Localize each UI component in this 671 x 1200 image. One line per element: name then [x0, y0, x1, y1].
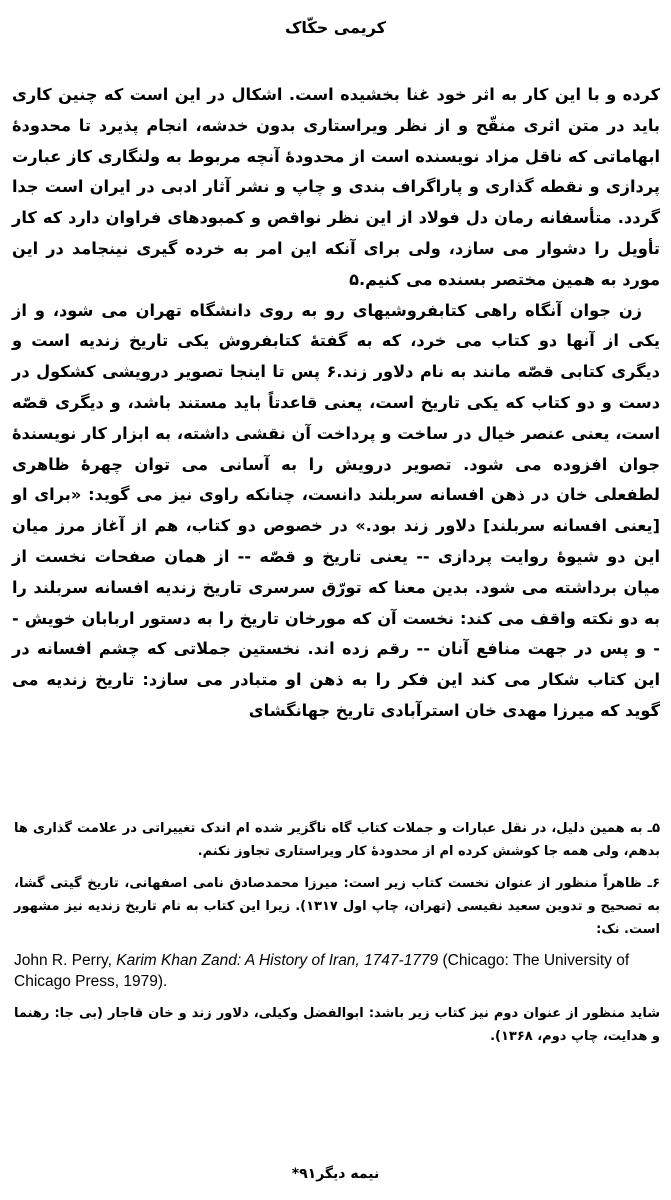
- footnote-6-second: شاید منظور از عنوان دوم نیز کتاب زیر باشد: ابوالفضل وکیلی، دلاور زند و خان قاجار (بی جا: رهنما و هدایت، چاپ دوم، ۱۳۶۸).: [14, 1006, 660, 1044]
- running-header: کریمی حکّاک: [285, 18, 386, 37]
- footnotes: [14, 817, 660, 1057]
- paragraph-2: زن جوان آنگاه راهی کتابفروشیهای رو به روی دانشگاه تهران می شود، و از یکی از آنها دو کتاب می خرد، که به گفتهٔ کتابفروش یکی تاریخ زندیه است و دیگری کتابی قصّه مانند به نام دلاور زند.۶ پس تا اینجا تصویر درویشی کشکول در دست و دو کتاب که یکی تاریخ است، یعنی قاعدتاً باید مستند باشد، و دیگری قصّه است، یعنی عنصر خیال در ساخت و پرداخت آن نقشی داشته، به ابزار کار نویسندهٔ جوان افزوده می شود. تصویر درویش را به آسانی می توان چهرهٔ ظاهری لطفعلی خان در ذهن افسانه سربلند دانست، چنانکه راوی نیز می گوید: «برای او [یعنی افسانه سربلند] دلاور زند بود.» در خصوص دو کتاب، هم از آغاز مرز میان این دو شیوهٔ روایت پردازی -- یعنی تاریخ و قصّه -- از همان صفحات نخست از میان برداشته می شود. بدین معنا که تورّق سرسری تاریخ زندیه افسانه سربلند را به دو نکته واقف می کند: نخست آن که مورخان تاریخ را به دستور اربابان خویش -- و پس در جهت منافع آنان -- رقم زده اند. نخستین جملاتی که چشم افسانه در این کتاب شکار می کند این فکر را به ذهن او متبادر می سازد: تاریخ زندیه می گوید که میرزا مهدی خان استرآبادی تاریخ جهانگشای: [12, 300, 660, 720]
- footnote-5: ۵ـ به همین دلیل، در نقل عبارات و جملات کتاب گاه ناگزیر شده ام اندک تغییراتی در علامت گذاری ها بدهم، ولی همه جا کوشش کرده ام از محدودهٔ کار ویراستاری تجاوز نکنم.: [14, 821, 660, 859]
- citation-title: Karim Khan Zand: A History of Iran, 1747-1779: [116, 952, 439, 969]
- main-text: [12, 80, 660, 727]
- paragraph-1: کرده و با این کار به اثر خود غنا بخشیده است. اشکال در این است که چنین کاری باید در متن اثری منقّح و از نظر ویراستاری بدون خدشه، انجام پذیرد تا محدودهٔ ابهاماتی که ناقل مزاد نویسنده است از محدودهٔ آنچه مربوط به ولنگاری کاز عبارت پردازی و نقطه گذاری و پاراگراف بندی و چاپ و نشر آثار ادبی در ایران است جدا گردد. متأسفانه رمان دل فولاد از این نظر نواقص و کمبودهای فراوان دارد که کار تأویل را دشوار می سازد، ولی برای آنکه این امر به خرده گیری نینجامد در این مورد به همین مختصر بسنده می کنیم.۵: [12, 85, 660, 289]
- page-footer: نیمه دیگر۹۱*: [291, 1166, 380, 1182]
- footnote-6-english-citation: [14, 950, 660, 992]
- citation-publisher: (Chicago: The University of Chicago Press, 1979).: [14, 952, 630, 990]
- citation-author: John R. Perry,: [14, 952, 112, 969]
- footnote-6: ۶ـ ظاهراً منظور از عنوان نخست کتاب زیر است: میرزا محمدصادق نامی اصفهانی، تاریخ گیتی گشا، به تصحیح و تدوین سعید نفیسی (تهران، چاپ اول ۱۳۱۷). زیرا این کتاب به نام تاریخ زندیه نیز مشهور است. نک:: [14, 876, 660, 937]
